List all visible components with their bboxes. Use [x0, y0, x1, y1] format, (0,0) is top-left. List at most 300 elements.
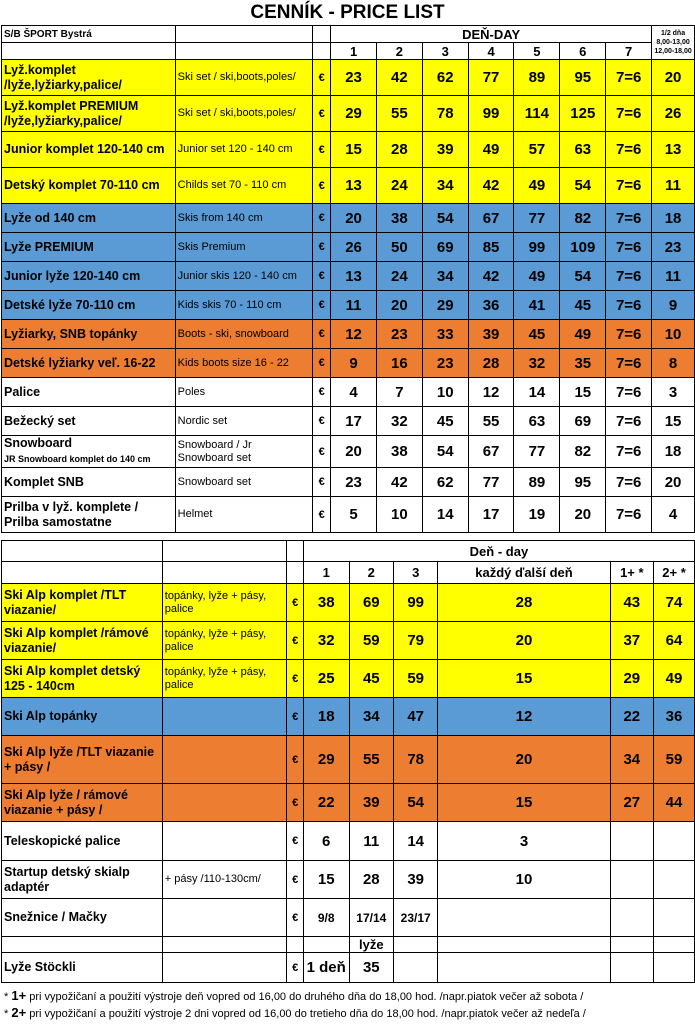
price-cell: 17 [468, 497, 514, 533]
price-cell [610, 899, 653, 937]
price-cell: 20 [438, 736, 610, 784]
item-name [2, 349, 176, 378]
alp-column-header: každý ďalší deň [438, 562, 610, 584]
price-cell: 23/17 [393, 899, 437, 937]
alp-price-row [2, 698, 695, 736]
footnote-key: 1+ [11, 988, 27, 1003]
item-description: Kids boots size 16 - 22 [175, 349, 313, 378]
price-cell: 63 [560, 132, 606, 168]
price-cell: 15 [438, 784, 610, 822]
item-name [2, 132, 176, 168]
price-cell: 29 [303, 736, 349, 784]
item-name: Ski Alp komplet detský 125 - 140cm [2, 660, 163, 698]
price-cell: 15 [560, 378, 606, 407]
currency-symbol: € [313, 233, 331, 262]
price-cell: 6 [303, 822, 349, 861]
alp-column-header: 1 [303, 562, 349, 584]
price-cell: 45 [349, 660, 393, 698]
item-name: Startup detský skialp adaptér [2, 861, 163, 899]
price-cell: 44 [654, 784, 695, 822]
price-cell: 59 [349, 622, 393, 660]
price-cell: 89 [514, 468, 560, 497]
item-name: Teleskopické palice [2, 822, 163, 861]
currency-symbol: € [287, 784, 303, 822]
item-description: Skis from 140 cm [175, 204, 313, 233]
alp-price-row [2, 660, 695, 698]
item-name [2, 262, 176, 291]
alp-column-header: 2+ * [654, 562, 695, 584]
price-row [2, 204, 695, 233]
price-cell: 34 [349, 698, 393, 736]
item-description: topánky, lyže + pásy, palice [162, 660, 287, 698]
price-cell: 36 [654, 698, 695, 736]
item-name [2, 378, 176, 407]
page-title: CENNÍK - PRICE LIST [250, 2, 445, 23]
item-name [2, 60, 176, 96]
price-cell: 64 [654, 622, 695, 660]
day-column-header: 4 [468, 43, 514, 60]
price-cell: 69 [560, 407, 606, 436]
currency-symbol: € [287, 660, 303, 698]
item-name-text: Lyžiarky, SNB topánky [4, 326, 138, 341]
price-cell: 54 [560, 168, 606, 204]
item-name-text: Snowboard [4, 436, 73, 450]
alp-price-row [2, 861, 695, 899]
price-cell: 4 [652, 497, 695, 533]
price-row [2, 320, 695, 349]
ski-alp-price-table [1, 540, 695, 983]
price-cell: 9/8 [303, 899, 349, 937]
price-cell [654, 861, 695, 899]
price-row [2, 349, 695, 378]
price-cell: 69 [349, 584, 393, 622]
price-cell: 27 [610, 784, 653, 822]
alp-price-row [2, 622, 695, 660]
currency-symbol: € [287, 953, 303, 983]
item-name [2, 497, 176, 533]
item-name-text: Lyže od 140 cm [4, 210, 96, 225]
price-cell: 95 [560, 468, 606, 497]
item-name-text: Lyž.komplet PREMIUM /lyže,lyžiarky,palice/ [4, 98, 139, 128]
stockli-day-label: 1 deň [303, 953, 349, 983]
item-name: Ski Alp komplet /TLT viazanie/ [2, 584, 163, 622]
price-cell: 7=6 [606, 320, 652, 349]
price-cell: 8 [652, 349, 695, 378]
price-cell: 7=6 [606, 407, 652, 436]
item-description: Ski set / ski,boots,poles/ [175, 96, 313, 132]
day-column-header: 2 [376, 43, 422, 60]
price-row [2, 233, 695, 262]
price-cell: 34 [422, 168, 468, 204]
price-cell: 45 [422, 407, 468, 436]
footnote-line [4, 1005, 694, 1022]
item-description: Junior set 120 - 140 cm [175, 132, 313, 168]
currency-symbol: € [313, 468, 331, 497]
price-cell: 42 [376, 60, 422, 96]
price-cell: 32 [376, 407, 422, 436]
currency-symbol: € [313, 436, 331, 468]
price-cell: 17/14 [349, 899, 393, 937]
item-name-text: Komplet SNB [4, 474, 84, 489]
price-cell: 16 [376, 349, 422, 378]
price-cell: 79 [393, 622, 437, 660]
price-cell: 23 [331, 468, 377, 497]
item-name [2, 436, 176, 468]
price-cell: 35 [349, 953, 393, 983]
price-cell: 99 [514, 233, 560, 262]
currency-symbol: € [287, 584, 303, 622]
item-name-text: Lyž.komplet /lyže,lyžiarky,palice/ [4, 62, 122, 92]
alp-column-header: 2 [349, 562, 393, 584]
price-cell: 34 [610, 736, 653, 784]
price-cell: 39 [349, 784, 393, 822]
price-cell: 7=6 [606, 497, 652, 533]
price-cell: 11 [652, 262, 695, 291]
price-cell: 41 [514, 291, 560, 320]
currency-symbol: € [287, 861, 303, 899]
item-name [2, 320, 176, 349]
price-cell: 9 [331, 349, 377, 378]
price-cell: 20 [652, 468, 695, 497]
item-name-text: Detské lyžiarky veľ. 16-22 [4, 355, 156, 370]
price-cell: 10 [652, 320, 695, 349]
price-cell: 67 [468, 436, 514, 468]
price-cell [610, 822, 653, 861]
price-cell: 74 [654, 584, 695, 622]
item-name-text: Lyže PREMIUM [4, 239, 94, 254]
price-cell: 7=6 [606, 60, 652, 96]
price-cell: 11 [331, 291, 377, 320]
price-cell: 20 [376, 291, 422, 320]
price-cell: 62 [422, 60, 468, 96]
price-cell: 7=6 [606, 204, 652, 233]
price-cell: 78 [422, 96, 468, 132]
price-cell: 85 [468, 233, 514, 262]
price-cell: 28 [376, 132, 422, 168]
price-cell: 7=6 [606, 291, 652, 320]
price-cell: 39 [468, 320, 514, 349]
alp-price-row [2, 822, 695, 861]
price-cell: 36 [468, 291, 514, 320]
stockli-row [2, 953, 695, 983]
price-cell: 7=6 [606, 349, 652, 378]
item-name [2, 204, 176, 233]
price-cell [654, 822, 695, 861]
price-cell: 20 [652, 60, 695, 96]
day-column-header: 5 [514, 43, 560, 60]
price-cell: 5 [331, 497, 377, 533]
price-cell: 24 [376, 168, 422, 204]
price-cell: 23 [422, 349, 468, 378]
price-cell: 62 [422, 468, 468, 497]
shop-name: S/B ŠPORT Bystrá [2, 26, 176, 43]
item-name: Ski Alp lyže / rámové viazanie + pásy / [2, 784, 163, 822]
price-cell: 49 [468, 132, 514, 168]
price-cell: 77 [514, 204, 560, 233]
price-cell: 35 [560, 349, 606, 378]
currency-symbol: € [313, 407, 331, 436]
footnote-text: pri vypožičaní a použití výstroje 2 dni vopred od 16,00 do tretieho dňa do 18,00 hod. /napr.piatok večer až nedeľa / [29, 1008, 586, 1020]
price-row [2, 436, 695, 468]
price-cell: 59 [393, 660, 437, 698]
item-name: Ski Alp komplet /rámové viazanie/ [2, 622, 163, 660]
price-cell: 43 [610, 584, 653, 622]
price-cell: 28 [349, 861, 393, 899]
item-description: topánky, lyže + pásy, palice [162, 584, 287, 622]
price-cell: 125 [560, 96, 606, 132]
price-cell: 24 [376, 262, 422, 291]
price-cell: 18 [652, 204, 695, 233]
price-cell [610, 861, 653, 899]
price-row [2, 497, 695, 533]
price-cell: 18 [303, 698, 349, 736]
price-cell: 42 [376, 468, 422, 497]
price-cell: 77 [514, 436, 560, 468]
currency-symbol: € [313, 204, 331, 233]
currency-symbol: € [313, 96, 331, 132]
stockli-header: lyže [349, 937, 393, 953]
item-description: Kids skis 70 - 110 cm [175, 291, 313, 320]
item-description: Helmet [175, 497, 313, 533]
price-cell: 13 [331, 168, 377, 204]
item-name: Lyže Stöckli [2, 953, 163, 983]
price-cell: 78 [393, 736, 437, 784]
price-cell: 50 [376, 233, 422, 262]
item-description [162, 736, 287, 784]
price-cell: 32 [514, 349, 560, 378]
price-cell: 45 [514, 320, 560, 349]
price-cell: 63 [514, 407, 560, 436]
price-cell: 82 [560, 436, 606, 468]
price-cell: 20 [438, 622, 610, 660]
price-cell: 38 [376, 436, 422, 468]
price-cell: 22 [303, 784, 349, 822]
currency-symbol: € [287, 736, 303, 784]
price-cell: 67 [468, 204, 514, 233]
alp-price-row [2, 899, 695, 937]
price-cell: 14 [422, 497, 468, 533]
price-row [2, 407, 695, 436]
stockli-header-row [2, 937, 695, 953]
currency-symbol: € [287, 822, 303, 861]
price-cell [654, 899, 695, 937]
price-cell: 15 [652, 407, 695, 436]
price-cell: 12 [331, 320, 377, 349]
price-cell: 23 [652, 233, 695, 262]
price-cell: 7=6 [606, 132, 652, 168]
price-cell: 39 [422, 132, 468, 168]
price-cell: 28 [468, 349, 514, 378]
item-description: Poles [175, 378, 313, 407]
currency-symbol: € [313, 291, 331, 320]
price-cell: 26 [652, 96, 695, 132]
price-cell: 45 [560, 291, 606, 320]
price-cell: 49 [514, 262, 560, 291]
price-cell: 33 [422, 320, 468, 349]
day-column-header: 3 [422, 43, 468, 60]
currency-symbol: € [313, 497, 331, 533]
price-cell: 7=6 [606, 168, 652, 204]
price-cell: 7=6 [606, 96, 652, 132]
currency-symbol: € [313, 60, 331, 96]
price-cell: 14 [393, 822, 437, 861]
price-cell: 4 [331, 378, 377, 407]
price-cell: 37 [610, 622, 653, 660]
item-description: Ski set / ski,boots,poles/ [175, 60, 313, 96]
price-cell: 38 [376, 204, 422, 233]
price-cell: 23 [376, 320, 422, 349]
price-cell: 18 [652, 436, 695, 468]
price-row [2, 262, 695, 291]
price-cell: 29 [610, 660, 653, 698]
price-cell: 95 [560, 60, 606, 96]
price-row [2, 291, 695, 320]
price-cell: 12 [438, 698, 610, 736]
item-name-text: Junior komplet 120-140 cm [4, 142, 165, 156]
footnote-key: 2+ [11, 1005, 27, 1020]
price-cell: 57 [514, 132, 560, 168]
currency-symbol: € [287, 899, 303, 937]
price-cell: 29 [331, 96, 377, 132]
item-name [2, 96, 176, 132]
price-cell: 20 [331, 204, 377, 233]
price-cell: 49 [654, 660, 695, 698]
price-cell: 20 [560, 497, 606, 533]
price-cell: 13 [331, 262, 377, 291]
item-name: Ski Alp topánky [2, 698, 163, 736]
footnote-line [4, 988, 694, 1005]
day-column-header: 6 [560, 43, 606, 60]
item-name [2, 168, 176, 204]
price-row [2, 168, 695, 204]
price-cell: 54 [393, 784, 437, 822]
item-description: Snowboard / Jr Snowboard set [175, 436, 313, 468]
price-cell: 25 [303, 660, 349, 698]
day-column-header: 1 [331, 43, 377, 60]
price-row [2, 60, 695, 96]
price-cell: 55 [349, 736, 393, 784]
item-description: Skis Premium [175, 233, 313, 262]
item-name [2, 291, 176, 320]
price-cell: 9 [652, 291, 695, 320]
price-cell: 47 [393, 698, 437, 736]
currency-symbol: € [313, 349, 331, 378]
price-cell: 15 [331, 132, 377, 168]
item-description [162, 899, 287, 937]
footnote-text: pri vypožičaní a použití výstroje deň vopred od 16,00 do druhého dňa do 18,00 hod. /napr.piatok večer až sobota / [29, 991, 584, 1003]
currency-symbol: € [287, 622, 303, 660]
price-cell: 42 [468, 168, 514, 204]
price-cell: 69 [422, 233, 468, 262]
price-cell: 34 [422, 262, 468, 291]
item-name-text: Palice [4, 384, 41, 399]
item-name-text: Prilba v lyž. komplete / Prilba samostatne [4, 499, 139, 529]
item-description: + pásy /110-130cm/ [162, 861, 287, 899]
price-cell: 12 [468, 378, 514, 407]
day-column-header: 7 [606, 43, 652, 60]
price-cell: 49 [514, 168, 560, 204]
price-cell: 54 [422, 204, 468, 233]
price-cell: 54 [560, 262, 606, 291]
item-name-sub: JR Snowboard komplet do 140 cm [4, 454, 151, 464]
item-description [162, 698, 287, 736]
item-name: Ski Alp lyže /TLT viazanie + pásy / [2, 736, 163, 784]
footnote-mark: * [4, 991, 9, 1003]
currency-symbol: € [313, 320, 331, 349]
price-cell: 13 [652, 132, 695, 168]
days-header: DEŇ-DAY [331, 26, 652, 43]
price-cell: 7=6 [606, 436, 652, 468]
price-cell: 10 [376, 497, 422, 533]
price-cell: 14 [514, 378, 560, 407]
alp-price-row [2, 736, 695, 784]
price-cell: 26 [331, 233, 377, 262]
price-cell: 99 [393, 584, 437, 622]
price-cell: 109 [560, 233, 606, 262]
item-description [162, 784, 287, 822]
item-description: Boots - ski, snowboard [175, 320, 313, 349]
alp-days-header: Deň - day [303, 541, 694, 562]
price-cell: 10 [422, 378, 468, 407]
price-cell: 17 [331, 407, 377, 436]
item-name [2, 233, 176, 262]
alp-column-header: 1+ * [610, 562, 653, 584]
item-name-text: Detský komplet 70-110 cm [4, 178, 160, 192]
price-cell: 7=6 [606, 468, 652, 497]
price-cell: 55 [468, 407, 514, 436]
price-cell: 20 [331, 436, 377, 468]
footnotes [4, 988, 694, 1022]
price-cell: 114 [514, 96, 560, 132]
price-cell: 82 [560, 204, 606, 233]
item-description: Nordic set [175, 407, 313, 436]
item-description: Childs set 70 - 110 cm [175, 168, 313, 204]
rental-price-table [1, 25, 695, 533]
item-description: Junior skis 120 - 140 cm [175, 262, 313, 291]
alp-price-row [2, 584, 695, 622]
price-cell: 3 [652, 378, 695, 407]
price-cell: 7=6 [606, 262, 652, 291]
price-cell: 77 [468, 60, 514, 96]
price-cell: 29 [422, 291, 468, 320]
currency-symbol: € [313, 262, 331, 291]
price-cell: 89 [514, 60, 560, 96]
price-cell: 28 [438, 584, 610, 622]
item-name-text: Bežecký set [4, 413, 76, 428]
price-cell: 11 [349, 822, 393, 861]
item-description [162, 822, 287, 861]
price-cell: 22 [610, 698, 653, 736]
price-cell: 23 [331, 60, 377, 96]
price-cell: 15 [303, 861, 349, 899]
item-name-text: Junior lyže 120-140 cm [4, 268, 141, 283]
price-cell: 99 [468, 96, 514, 132]
price-cell: 54 [422, 436, 468, 468]
price-cell: 42 [468, 262, 514, 291]
price-row [2, 468, 695, 497]
price-cell: 3 [438, 822, 610, 861]
price-cell: 7 [376, 378, 422, 407]
alp-price-row [2, 784, 695, 822]
item-description: Snowboard set [175, 468, 313, 497]
item-name: Snežnice / Mačky [2, 899, 163, 937]
price-cell [438, 899, 610, 937]
price-cell: 77 [468, 468, 514, 497]
item-name-text: Detské lyže 70-110 cm [4, 297, 136, 312]
price-cell: 19 [514, 497, 560, 533]
price-row [2, 378, 695, 407]
item-description: topánky, lyže + pásy, palice [162, 622, 287, 660]
